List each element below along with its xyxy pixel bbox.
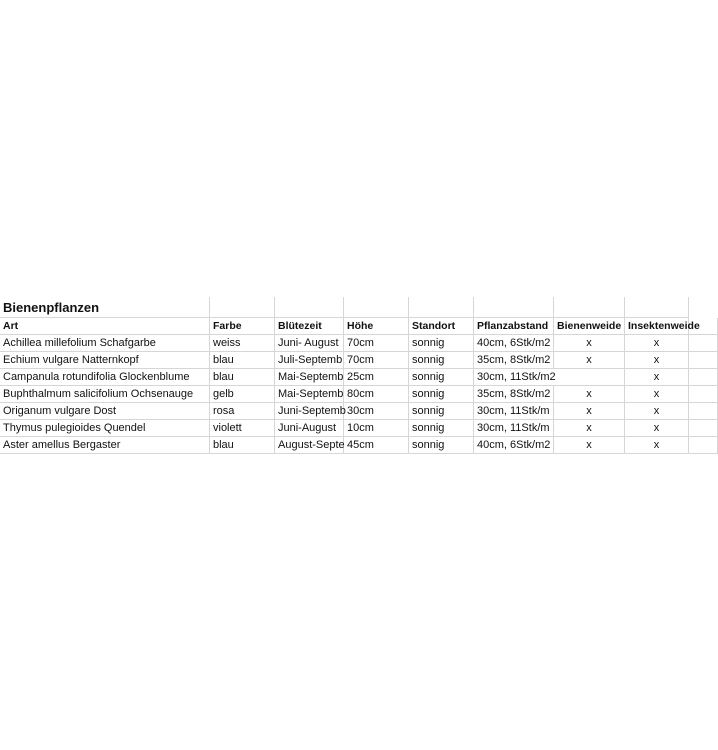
cell-art[interactable]: Buphthalmum salicifolium Ochsenauge bbox=[0, 386, 210, 403]
header-row bbox=[0, 318, 718, 335]
empty-cell[interactable] bbox=[344, 297, 409, 318]
table-row bbox=[0, 386, 718, 403]
cell-farbe[interactable]: violett bbox=[210, 420, 275, 437]
cell-bluetezeit[interactable]: Juni-August bbox=[275, 420, 344, 437]
empty-cell[interactable] bbox=[689, 386, 718, 403]
cell-farbe[interactable]: blau bbox=[210, 437, 275, 454]
empty-cell[interactable] bbox=[689, 318, 718, 335]
empty-cell[interactable] bbox=[625, 297, 689, 318]
cell-standort[interactable]: sonnig bbox=[409, 386, 474, 403]
cell-hoehe[interactable]: 30cm bbox=[344, 403, 409, 420]
header-hoehe[interactable]: Höhe bbox=[344, 318, 409, 335]
cell-hoehe[interactable]: 80cm bbox=[344, 386, 409, 403]
empty-cell[interactable] bbox=[689, 437, 718, 454]
cell-bluetezeit[interactable]: Mai-Septemb bbox=[275, 386, 344, 403]
cell-bienenweide[interactable]: x bbox=[554, 437, 625, 454]
cell-bienenweide[interactable]: x bbox=[554, 420, 625, 437]
cell-art[interactable]: Echium vulgare Natternkopf bbox=[0, 352, 210, 369]
cell-bluetezeit[interactable]: Mai-Septemb bbox=[275, 369, 344, 386]
cell-art[interactable]: Origanum vulgare Dost bbox=[0, 403, 210, 420]
cell-pflanzabstand[interactable]: 30cm, 11Stk/m bbox=[474, 420, 554, 437]
cell-insektenweide[interactable]: x bbox=[625, 437, 689, 454]
cell-insektenweide[interactable]: x bbox=[625, 386, 689, 403]
cell-art[interactable]: Aster amellus Bergaster bbox=[0, 437, 210, 454]
table-row bbox=[0, 403, 718, 420]
header-bienenweide[interactable]: Bienenweide bbox=[554, 318, 625, 335]
cell-farbe[interactable]: blau bbox=[210, 352, 275, 369]
cell-bluetezeit[interactable]: Juni- August bbox=[275, 335, 344, 352]
cell-pflanzabstand[interactable]: 30cm, 11Stk/m2 bbox=[474, 369, 625, 386]
empty-cell[interactable] bbox=[689, 420, 718, 437]
cell-standort[interactable]: sonnig bbox=[409, 420, 474, 437]
cell-pflanzabstand[interactable]: 35cm, 8Stk/m2 bbox=[474, 352, 554, 369]
cell-bienenweide[interactable]: x bbox=[554, 386, 625, 403]
table-row bbox=[0, 369, 718, 386]
cell-hoehe[interactable]: 25cm bbox=[344, 369, 409, 386]
cell-art[interactable]: Thymus pulegioides Quendel bbox=[0, 420, 210, 437]
cell-standort[interactable]: sonnig bbox=[409, 369, 474, 386]
table-row bbox=[0, 352, 718, 369]
cell-pflanzabstand[interactable]: 30cm, 11Stk/m bbox=[474, 403, 554, 420]
header-insektenweide[interactable]: Insektenweide bbox=[625, 318, 689, 335]
cell-hoehe[interactable]: 70cm bbox=[344, 352, 409, 369]
header-bluetezeit[interactable]: Blütezeit bbox=[275, 318, 344, 335]
cell-standort[interactable]: sonnig bbox=[409, 403, 474, 420]
empty-cell[interactable] bbox=[409, 297, 474, 318]
cell-hoehe[interactable]: 10cm bbox=[344, 420, 409, 437]
cell-pflanzabstand[interactable]: 35cm, 8Stk/m2 bbox=[474, 386, 554, 403]
cell-bluetezeit[interactable]: Juli-Septemb bbox=[275, 352, 344, 369]
empty-cell[interactable] bbox=[689, 352, 718, 369]
cell-bluetezeit[interactable]: August-Septe bbox=[275, 437, 344, 454]
cell-farbe[interactable]: gelb bbox=[210, 386, 275, 403]
cell-bluetezeit[interactable]: Juni-Septemb bbox=[275, 403, 344, 420]
empty-cell[interactable] bbox=[689, 335, 718, 352]
table-row bbox=[0, 437, 718, 454]
empty-cell[interactable] bbox=[210, 297, 275, 318]
empty-cell[interactable] bbox=[689, 403, 718, 420]
cell-bienenweide[interactable]: x bbox=[554, 403, 625, 420]
header-standort[interactable]: Standort bbox=[409, 318, 474, 335]
empty-cell[interactable] bbox=[275, 297, 344, 318]
cell-hoehe[interactable]: 45cm bbox=[344, 437, 409, 454]
title-row bbox=[0, 297, 718, 314]
sheet-title[interactable]: Bienenpflanzen bbox=[0, 297, 210, 318]
header-art[interactable]: Art bbox=[0, 318, 210, 335]
cell-hoehe[interactable]: 70cm bbox=[344, 335, 409, 352]
cell-standort[interactable]: sonnig bbox=[409, 437, 474, 454]
cell-standort[interactable]: sonnig bbox=[409, 352, 474, 369]
cell-insektenweide[interactable]: x bbox=[625, 420, 689, 437]
cell-farbe[interactable]: rosa bbox=[210, 403, 275, 420]
cell-art[interactable]: Achillea millefolium Schafgarbe bbox=[0, 335, 210, 352]
cell-pflanzabstand[interactable]: 40cm, 6Stk/m2 bbox=[474, 437, 554, 454]
cell-art[interactable]: Campanula rotundifolia Glockenblume bbox=[0, 369, 210, 386]
header-pflanzabstand[interactable]: Pflanzabstand bbox=[474, 318, 554, 335]
cell-insektenweide[interactable]: x bbox=[625, 352, 689, 369]
table-row bbox=[0, 420, 718, 437]
cell-insektenweide[interactable]: x bbox=[625, 335, 689, 352]
table-row bbox=[0, 335, 718, 352]
empty-cell[interactable] bbox=[474, 297, 554, 318]
cell-farbe[interactable]: weiss bbox=[210, 335, 275, 352]
cell-insektenweide[interactable]: x bbox=[625, 369, 689, 386]
empty-cell[interactable] bbox=[689, 369, 718, 386]
cell-insektenweide[interactable]: x bbox=[625, 403, 689, 420]
cell-bienenweide[interactable]: x bbox=[554, 335, 625, 352]
empty-cell[interactable] bbox=[554, 297, 625, 318]
header-farbe[interactable]: Farbe bbox=[210, 318, 275, 335]
cell-pflanzabstand[interactable]: 40cm, 6Stk/m2 bbox=[474, 335, 554, 352]
cell-bienenweide[interactable]: x bbox=[554, 352, 625, 369]
cell-farbe[interactable]: blau bbox=[210, 369, 275, 386]
cell-standort[interactable]: sonnig bbox=[409, 335, 474, 352]
